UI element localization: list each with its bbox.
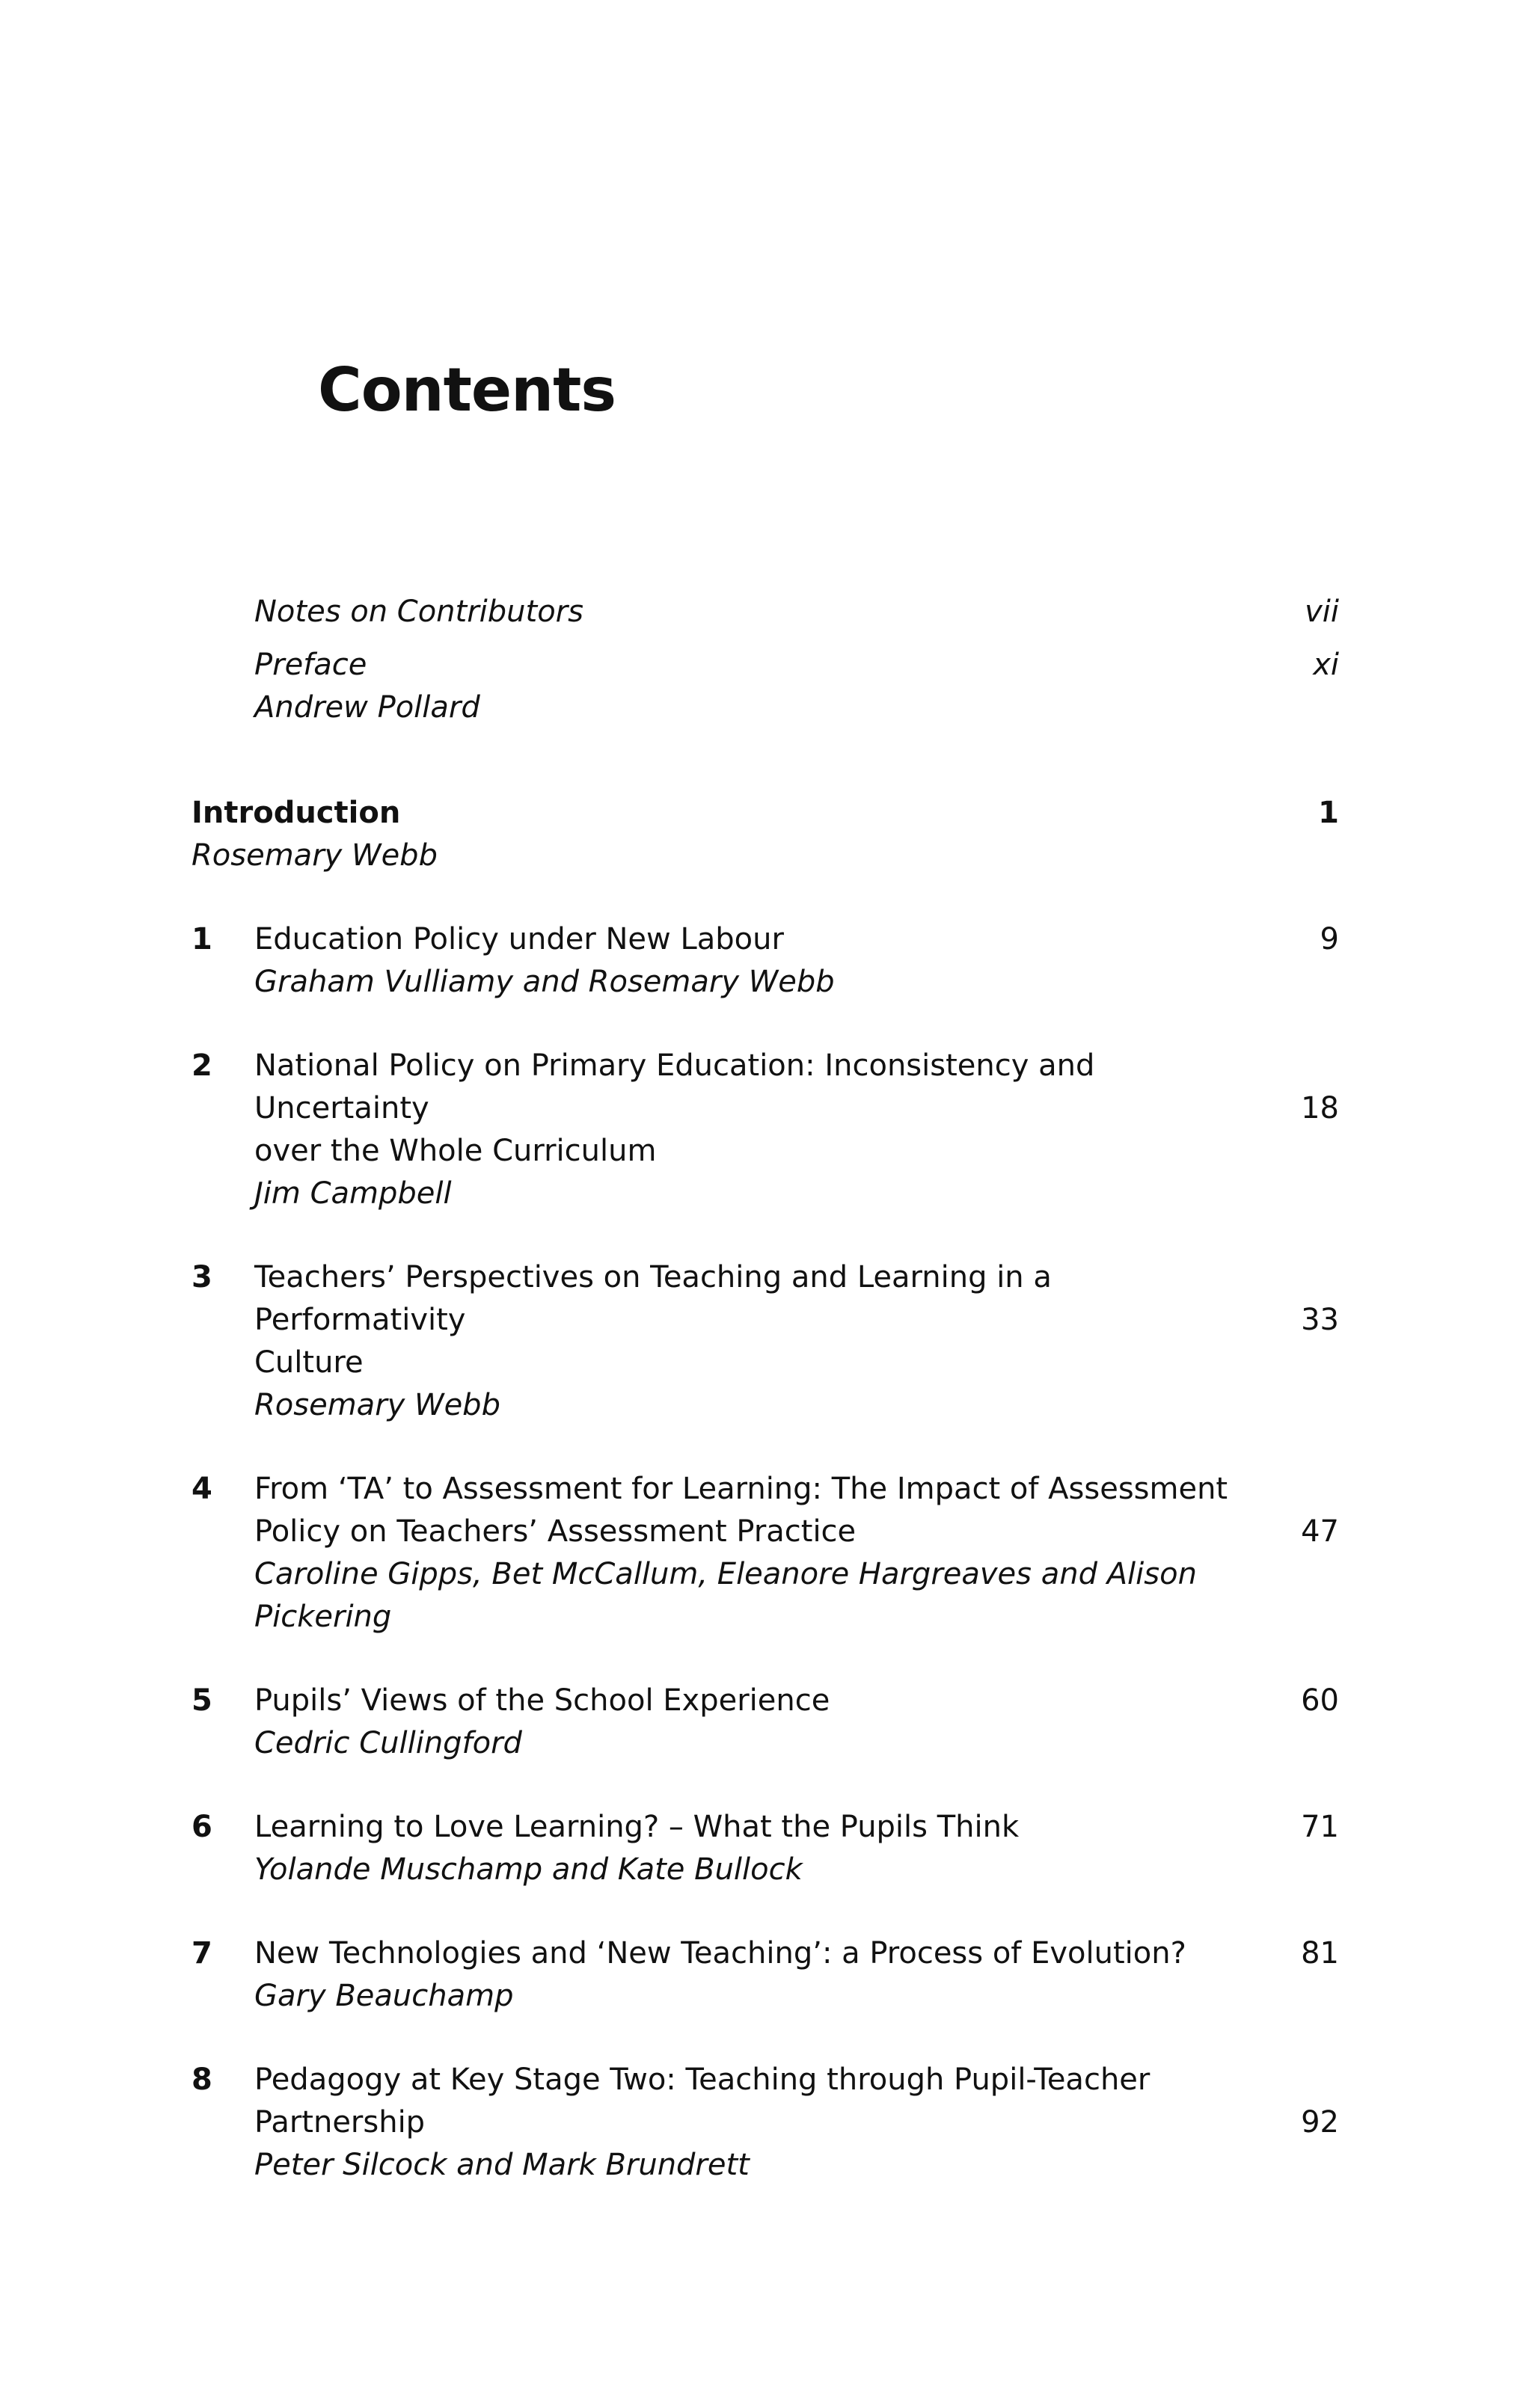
toc-entry-chapter-3: [192, 1256, 1339, 1427]
chapter-title-line: New Technologies and ‘New Teaching’: a Process of Evolution?: [254, 1936, 1186, 1971]
toc-entry-notes-on-contributors: [192, 591, 1339, 633]
chapter-page-number: 18: [1301, 1091, 1339, 1125]
chapter-title-line: Partnership: [254, 2105, 426, 2140]
chapter-title-line: National Policy on Primary Education: Inconsistency and Uncertainty: [254, 1048, 1095, 1125]
entry-title: Notes on Contributors: [254, 595, 583, 629]
chapter-title-line: Teachers’ Perspectives on Teaching and Learning in a Performativity: [254, 1260, 1052, 1337]
chapter-title-line: Pedagogy at Key Stage Two: Teaching through Pupil-Teacher: [254, 2063, 1150, 2097]
toc-entry-chapter-8: [192, 2059, 1339, 2187]
chapter-author: Peter Silcock and Mark Brundrett: [254, 2148, 750, 2182]
chapter-author: Cedric Cullingford: [254, 1726, 522, 1760]
entry-title: Preface: [254, 648, 367, 682]
chapter-author: Gary Beauchamp: [254, 1979, 514, 2013]
chapter-author: Yolande Muschamp and Kate Bullock: [254, 1852, 803, 1887]
chapter-title-line: From ‘TA’ to Assessment for Learning: The Impact of Assessment: [254, 1472, 1228, 1506]
chapter-number: 7: [192, 1936, 212, 1971]
chapter-author: Jim Campbell: [254, 1176, 452, 1211]
chapter-number: 6: [192, 1810, 212, 1844]
chapter-page-number: 71: [1301, 1810, 1339, 1844]
table-of-contents: [192, 591, 1339, 2187]
entry-author: Andrew Pollard: [254, 690, 480, 725]
toc-entry-preface: [192, 644, 1339, 729]
toc-entry-chapter-4: [192, 1468, 1339, 1638]
chapter-title-line: Policy on Teachers’ Assessment Practice: [254, 1514, 857, 1549]
chapter-page-number: 33: [1301, 1303, 1339, 1337]
chapter-page-number: 81: [1301, 1936, 1339, 1971]
chapter-number: 5: [192, 1683, 212, 1718]
chapter-title-line: over the Whole Curriculum: [254, 1134, 657, 1168]
chapter-number: 8: [192, 2063, 212, 2097]
chapter-page-number: 92: [1301, 2105, 1339, 2140]
entry-author: Rosemary Webb: [192, 838, 438, 873]
chapter-number: 4: [192, 1472, 212, 1506]
page-title: Contents: [318, 355, 616, 425]
toc-entry-chapter-7: [192, 1932, 1339, 2018]
chapter-author: Graham Vulliamy and Rosemary Webb: [254, 965, 835, 999]
chapter-page-number: 60: [1301, 1683, 1339, 1718]
chapter-author: Rosemary Webb: [254, 1388, 500, 1422]
toc-entry-chapter-1: [192, 918, 1339, 1004]
chapter-page-number: 9: [1320, 922, 1339, 956]
entry-page-number: vii: [1305, 595, 1339, 629]
toc-entry-introduction: [192, 792, 1339, 877]
entry-title: Introduction: [192, 796, 401, 830]
chapter-author: Caroline Gipps, Bet McCallum, Eleanore Hargreaves and Alison Pickering: [254, 1557, 1197, 1634]
entry-page-number: 1: [1318, 796, 1339, 830]
chapter-number: 3: [192, 1260, 212, 1294]
chapter-page-number: 47: [1301, 1514, 1339, 1549]
chapter-number: 2: [192, 1048, 212, 1083]
chapter-title-line: Education Policy under New Labour: [254, 922, 784, 956]
toc-entry-chapter-2: [192, 1045, 1339, 1215]
chapter-title-line: Learning to Love Learning? – What the Pupils Think: [254, 1810, 1020, 1844]
toc-entry-chapter-5: [192, 1680, 1339, 1765]
chapter-title-line: Culture: [254, 1345, 364, 1380]
chapter-title-line: Pupils’ Views of the School Experience: [254, 1683, 830, 1718]
toc-entry-chapter-6: [192, 1806, 1339, 1891]
chapter-number: 1: [192, 922, 212, 956]
entry-page-number: xi: [1313, 648, 1339, 682]
